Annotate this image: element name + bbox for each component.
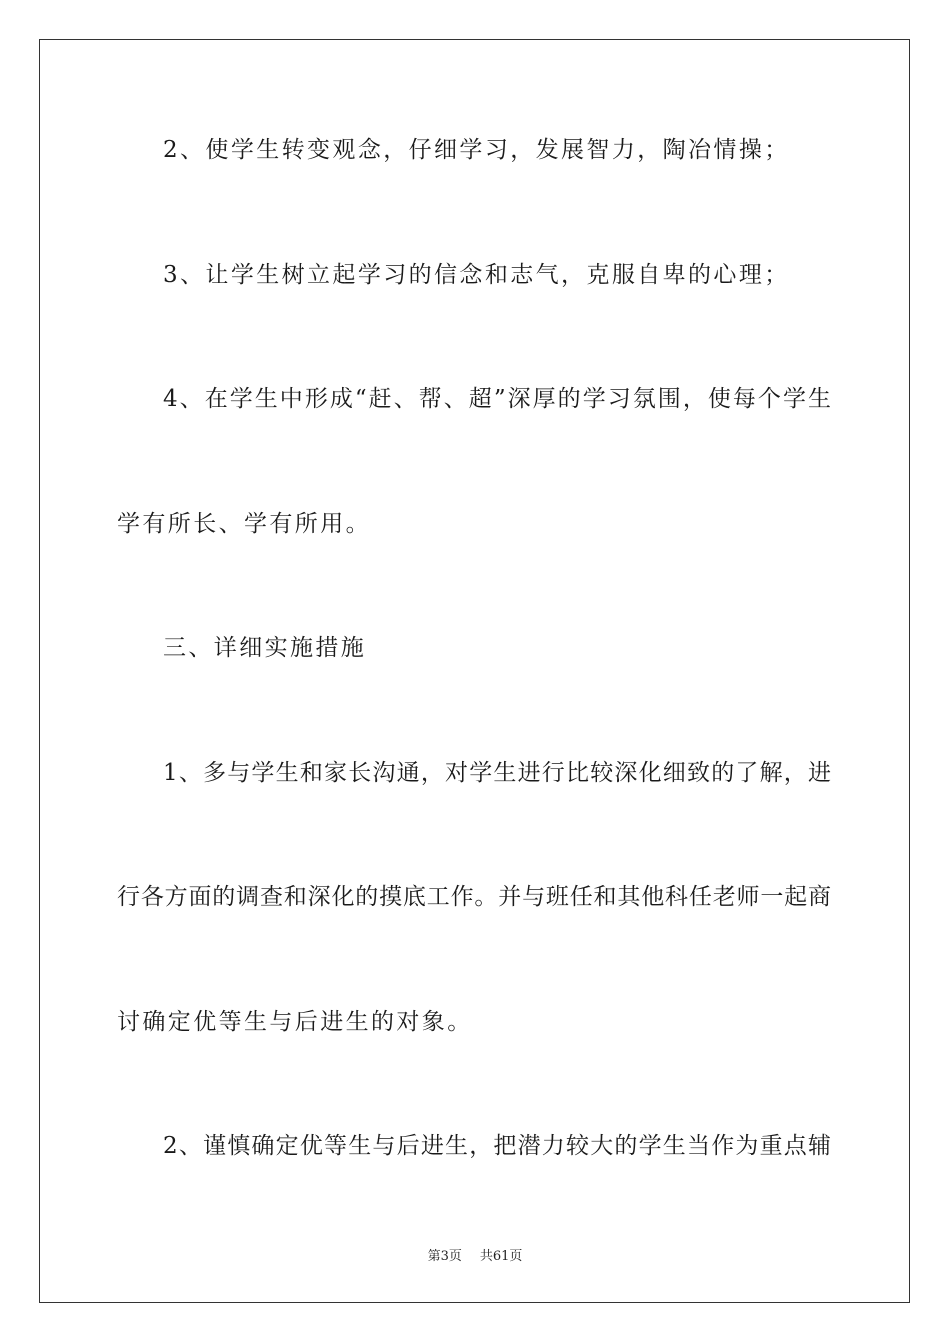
paragraph-line: 4、在学生中形成“赶、帮、超”深厚的学习氛围，使每个学生 [163, 386, 831, 412]
section-heading: 三、详细实施措施 [163, 635, 367, 661]
paragraph-line: 2、谨慎确定优等生与后进生，把潜力较大的学生当作为重点辅 [163, 1133, 831, 1159]
paragraph-line: 3、让学生树立起学习的信念和志气，克服自卑的心理； [163, 262, 790, 288]
page-number: 第3页 [427, 1249, 462, 1264]
paragraph-line: 学有所长、学有所用。 [117, 511, 371, 537]
page-border [39, 39, 910, 1303]
page-total: 共61页 [479, 1249, 523, 1264]
page-footer [0, 1248, 950, 1266]
paragraph-line: 讨确定优等生与后进生的对象。 [117, 1009, 473, 1035]
paragraph-line: 行各方面的调查和深化的摸底工作。并与班任和其他科任老师一起商 [117, 884, 831, 910]
paragraph-line: 1、多与学生和家长沟通，对学生进行比较深化细致的了解，进 [163, 760, 831, 786]
paragraph-line: 2、使学生转变观念，仔细学习，发展智力，陶冶情操； [163, 137, 790, 163]
